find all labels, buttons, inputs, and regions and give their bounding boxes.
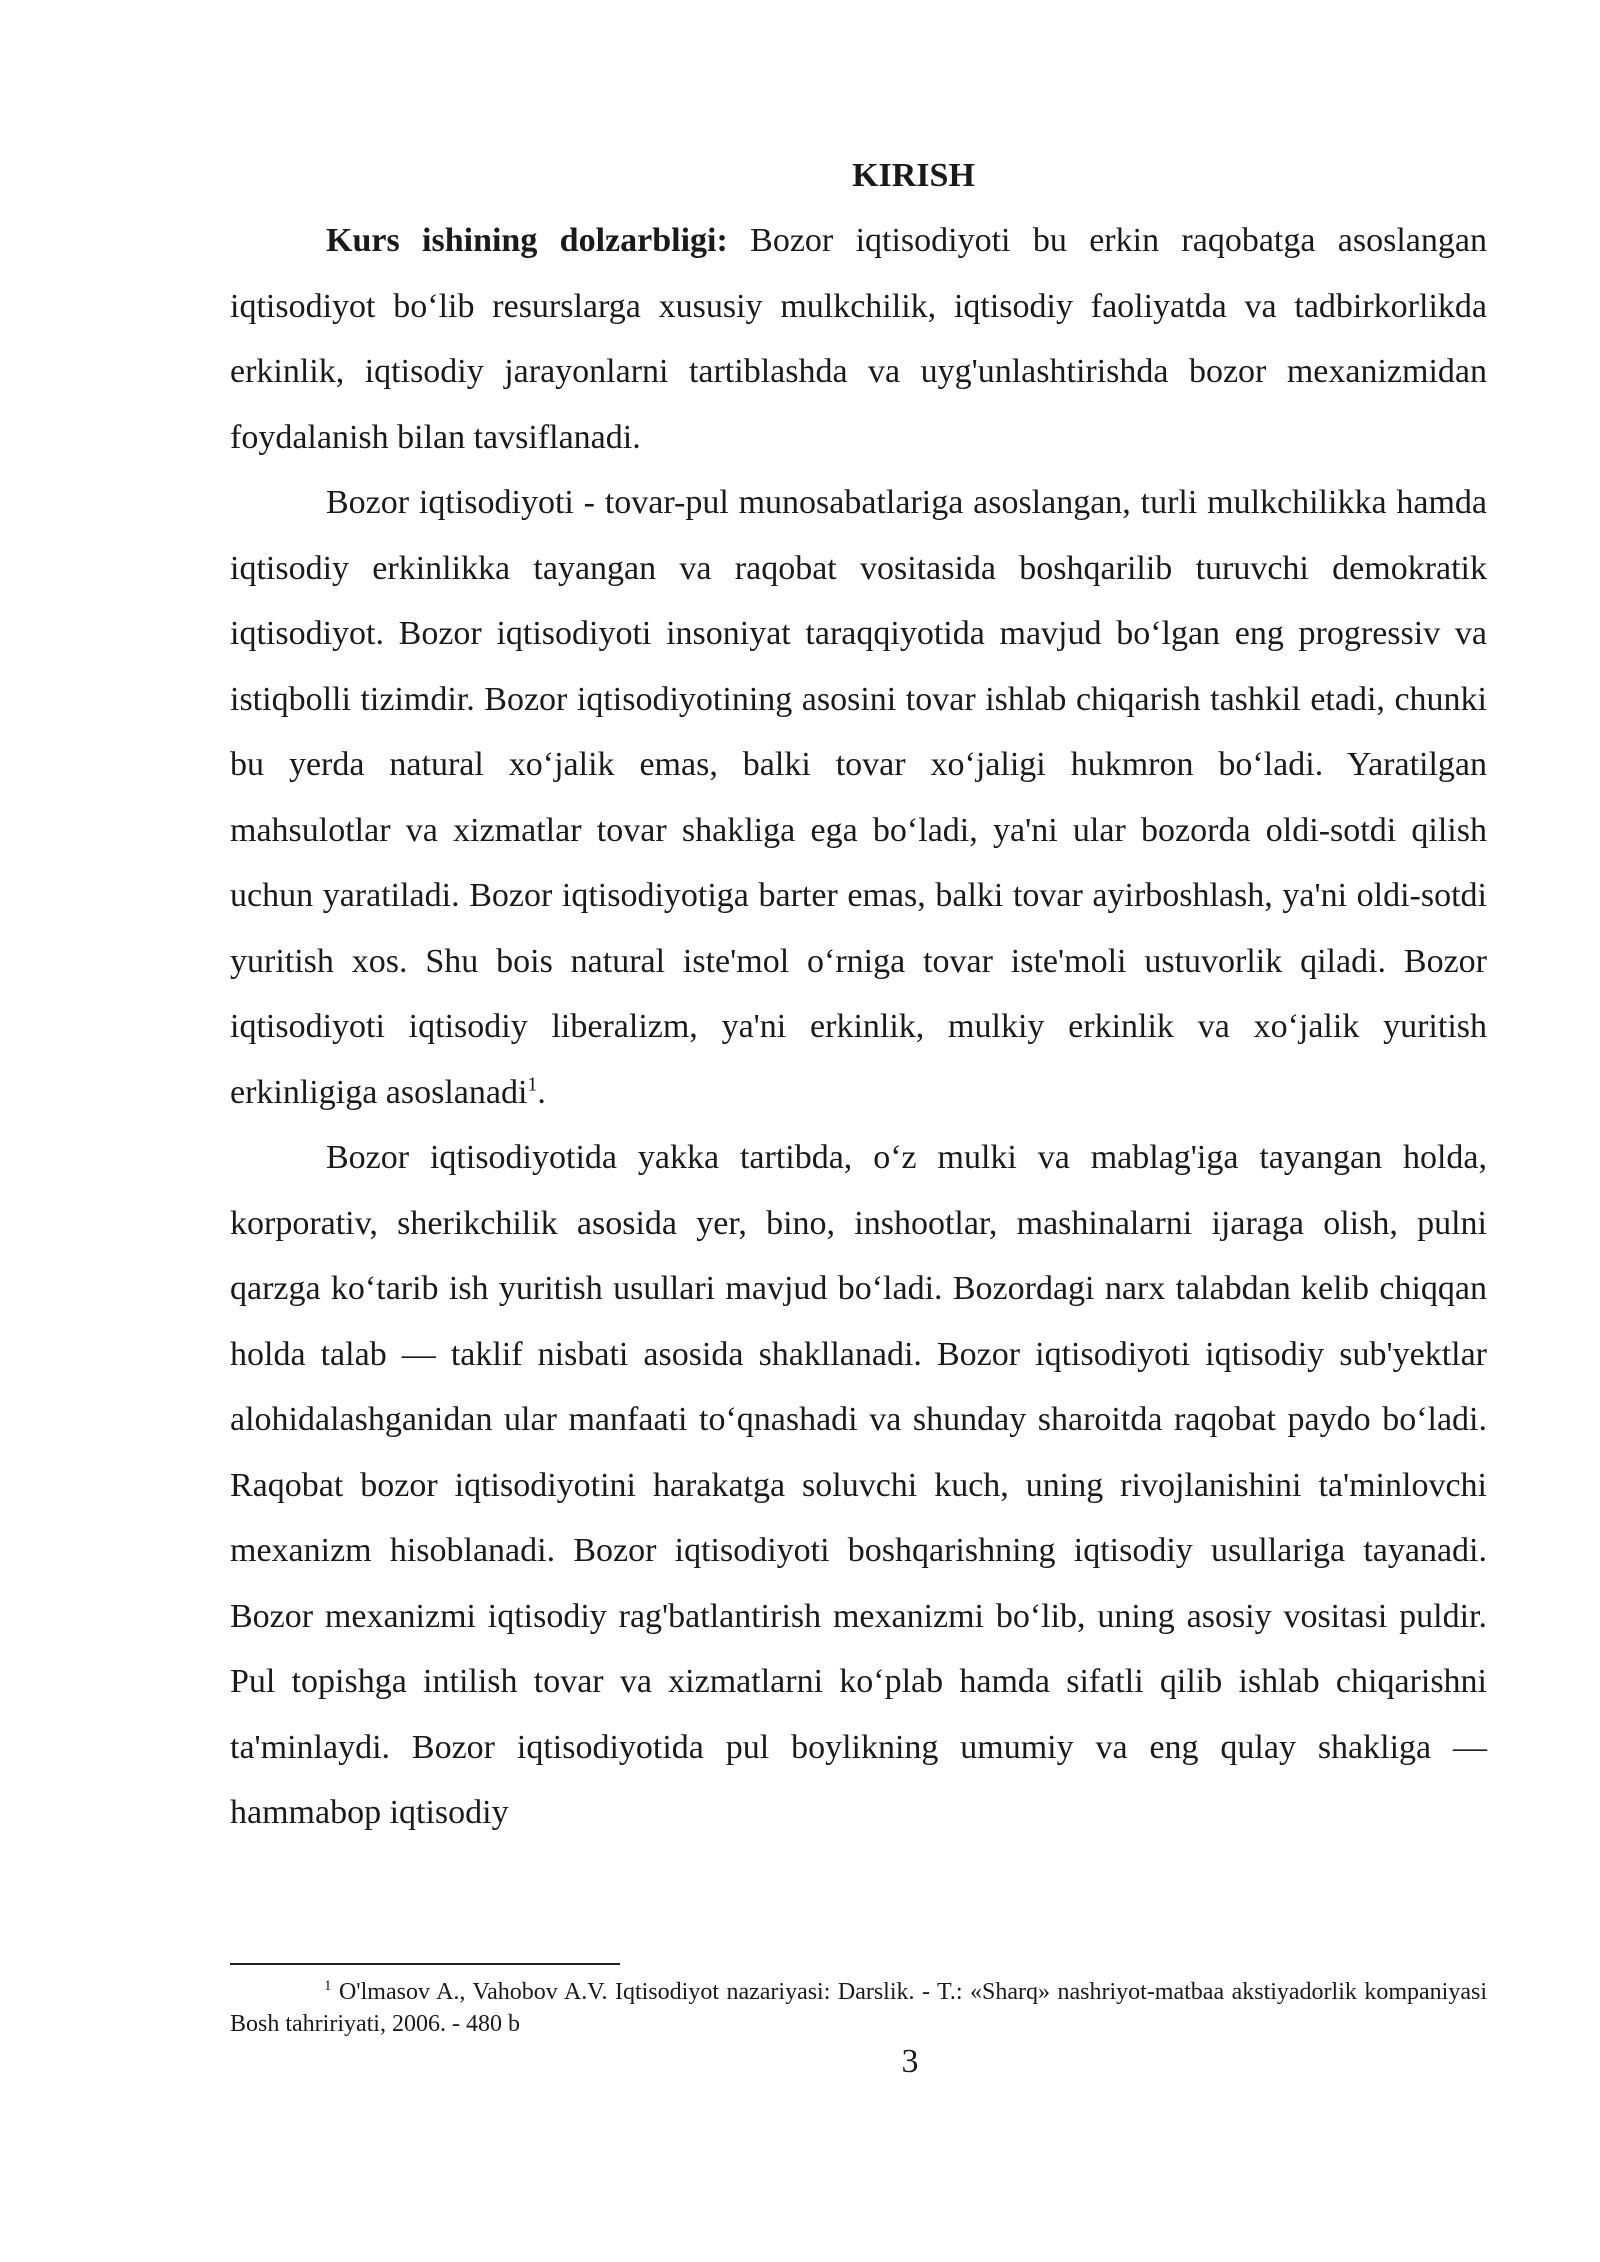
paragraph-market-mechanism <box>230 1125 1487 1846</box>
paragraph-text: Bozor iqtisodiyotida yakka tartibda, o‘z mulki va mablag'iga tayangan holda, korporativ, sherikchilik asosida yer, bino, inshootlar, mashinalarni ijaraga olish, pulni qarzga ko‘tarib ish yuritish usullari mavjud bo‘ladi. Bozordagi narx talabdan kelib chiqqan holda talab — taklif nisbati asosida shakllanadi. Bozor iqtisodiyoti iqtisodiy sub'yektlar alohidalashganidan ular manfaati to‘qnashadi va shunday sharoitda raqobat paydo bo‘ladi. Raqobat bozor iqtisodiyotini harakatga soluvchi kuch, uning rivojlanishini ta'minlovchi mexanizm hisoblanadi. Bozor iqtisodiyoti boshqarishning iqtisodiy usullariga tayanadi. Bozor mexanizmi iqtisodiy rag'batlantirish mexanizmi bo‘lib, uning asosiy vositasi puldir. Pul topishga intilish tovar va xizmatlarni ko‘plab hamda sifatli qilib ishlab chiqarishni ta'minlaydi. Bozor iqtisodiyotida pul boylikning umumiy va eng qulay shakliga — hammabop iqtisodiy <box>230 1139 1487 1831</box>
section-title: KIRISH <box>852 157 975 194</box>
footnote-marker: 1 <box>324 1978 332 1994</box>
paragraph-text: Bozor iqtisodiyoti - tovar-pul munosabatlariga asoslangan, turli mulkchilikka hamda iqtisodiy erkinlikka tayangan va raqobat vositasida boshqarilib turuvchi demokratik iqtisodiyot. Bozor iqtisodiyoti insoniyat taraqqiyotida mavjud bo‘lgan eng progressiv va istiqbolli tizimdir. Bozor iqtisodiyotining asosini tovar ishlab chiqarish tashkil etadi, chunki bu yerda natural xo‘jalik emas, balki tovar xo‘jaligi hukmron bo‘ladi. Yaratilgan mahsulotlar va xizmatlar tovar shakliga ega bo‘ladi, ya'ni ular bozorda oldi-sotdi qilish uchun yaratiladi. Bozor iqtisodiyotiga barter emas, balki tovar ayirboshlash, ya'ni oldi-sotdi yuritish xos. Shu bois natural iste'mol o‘rniga tovar iste'moli ustuvorlik qiladi. Bozor iqtisodiyoti iqtisodiy liberalizm, ya'ni erkinlik, mulkiy erkinlik va xo‘jalik yuritish erkinligiga asoslanadi <box>230 484 1487 1111</box>
paragraph-market-economy <box>230 470 1487 1125</box>
footnote-separator <box>230 1963 620 1965</box>
paragraph-text: Bozor iqtisodiyoti bu erkin raqobatga asoslangan iqtisodiyot bo‘lib resurslarga xususiy mulkchilik, iqtisodiy faoliyatda va tadbirkorlikda erkinlik, iqtisodiy jarayonlarni tartiblashda va uyg'unlashtirishda bozor mexanizmidan foydalanish bilan tavsiflanadi. <box>230 222 1487 456</box>
paragraph-lead-heading: Kurs ishining dolzarbligi: <box>326 222 728 259</box>
footnote-reference[interactable]: 1 <box>527 1073 538 1096</box>
footnote <box>230 1976 1487 2040</box>
paragraph-relevance <box>230 208 1487 470</box>
footnote-text: O'lmasov A., Vahobov A.V. Iqtisodiyot nazariyasi: Darslik. - T.: «Sharq» nashriyot-matbaa akstiyadorlik kompaniyasi Bosh tahririyati, 2006. - 480 b <box>230 1979 1487 2037</box>
page-number: 3 <box>901 2043 919 2080</box>
paragraph-text-end: . <box>537 1073 546 1111</box>
document-page <box>230 150 1487 1846</box>
